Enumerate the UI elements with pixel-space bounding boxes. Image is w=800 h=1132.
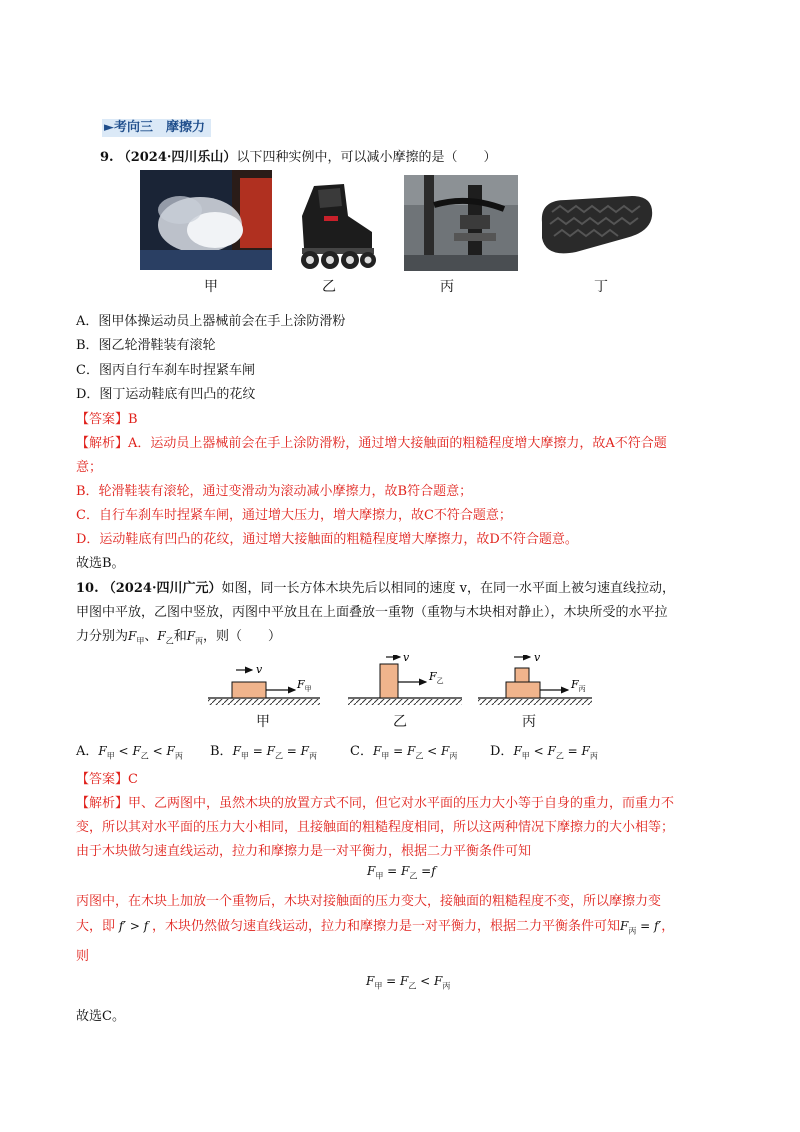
q9-option-a: A．图甲体操运动员上器械前会在手上涂防滑粉 [76, 314, 346, 329]
q9-source: （2024·四川乐山） [117, 150, 237, 165]
q9-analysis-line-2: 意； [76, 460, 103, 475]
section-tag [102, 119, 211, 137]
q9-stem-line [100, 146, 496, 165]
q9-option-b: B．图乙轮滑鞋装有滚轮 [76, 338, 216, 353]
q9-caption-bing: 丙 [440, 279, 454, 295]
photo-chalk-hands [140, 170, 272, 270]
q9-analysis-line-4: C．自行车刹车时捏紧车闸，通过增大压力，增大摩擦力，故C不符合题意； [76, 508, 512, 523]
diagram-bing [478, 655, 592, 705]
velocity-label-bing: v [534, 655, 541, 664]
q9-caption-ding: 丁 [594, 279, 608, 295]
q10-analysis-line-1: 【解析】甲、乙两图中，虽然木块的放置方式不同，但它对水平面的压力大小等于自身的重力，而重力不 [76, 796, 675, 811]
q9-analysis-line-1: 【解析】A．运动员上器械前会在手上涂防滑粉，通过增大接触面的粗糙程度增大摩擦力，故A不符合题 [76, 436, 667, 451]
diagram-yi [348, 655, 462, 705]
q10-formula-2: $F_甲 = F_乙 < F_丙$ [366, 974, 451, 991]
q9-option-d: D．图丁运动鞋底有凹凸的花纹 [76, 387, 256, 402]
q10-option-c: C．$F_甲 = F_乙 < F_丙$ [350, 744, 458, 761]
photo-inline-skate [284, 176, 380, 272]
q9-caption-jia: 甲 [204, 279, 218, 295]
q10-number: 10. [76, 581, 99, 596]
force-label-jia: $F_甲$ [297, 678, 312, 693]
q10-stem-line-1 [76, 577, 675, 596]
q10-stem-line-2: 甲图中平放，乙图中竖放，丙图中平放且在上面叠放一重物（重物与木块相对静止），木块所受的水平拉 [76, 605, 668, 620]
velocity-label-yi: v [403, 655, 410, 664]
q9-analysis-line-5: D．运动鞋底有凹凸的花纹，通过增大接触面的粗糙程度增大摩擦力，故D不符合题意。 [76, 532, 578, 547]
q10-source: （2024·四川广元） [102, 581, 222, 596]
q9-caption-yi: 乙 [322, 279, 336, 295]
q10-stem-line-3: 力分别为$F_甲$、$F_乙$和$F_丙$，则（ ） [76, 629, 282, 646]
velocity-label-jia: v [256, 663, 263, 676]
q10-option-b: B．$F_甲 = F_乙 = F_丙$ [210, 744, 317, 761]
q10-caption-yi: 乙 [393, 714, 407, 730]
q9-number: 9. [100, 150, 114, 165]
photo-shoe-sole [536, 192, 656, 262]
q10-analysis-line-3: 由于木块做匀速直线运动，拉力和摩擦力是一对平衡力，根据二力平衡条件可知 [76, 844, 532, 859]
diagram-jia [208, 663, 320, 705]
q10-analysis-line-2: 变，所以其对水平面的压力大小相同，且接触面的粗糙程度相同，所以这两种情况下摩擦力的大小相等； [76, 820, 675, 835]
q10-formula-1: $F_甲 = F_乙 =f$ [367, 864, 436, 881]
q10-conclusion: 故选C。 [76, 1009, 125, 1024]
q10-stem-1: 如图，同一长方体木块先后以相同的速度 v，在同一水平面上被匀速直线拉动， [221, 581, 675, 596]
section-label: 考向三 摩擦力 [114, 120, 206, 135]
q9-conclusion: 故选B。 [76, 556, 125, 571]
force-label-yi: $F_乙$ [429, 670, 444, 685]
q10-option-d: D．$F_甲 < F_乙 = F_丙$ [490, 744, 598, 761]
q9-analysis-line-3: B．轮滑鞋装有滚轮，通过变滑动为滚动减小摩擦力，故B符合题意； [76, 484, 473, 499]
q10-analysis-line-6: 则 [76, 949, 90, 964]
q10-caption-bing: 丙 [522, 714, 536, 730]
section-arrow: ► [104, 120, 114, 135]
photo-bicycle-brake [404, 175, 518, 271]
q10-analysis-line-4: 丙图中，在木块上加放一个重物后，木块对接触面的压力变大，接触面的粗糙程度不变，所以摩擦力变 [76, 894, 662, 909]
q10-answer: 【答案】C [76, 772, 138, 787]
q10-option-a: A．$F_甲 < F_乙 < F_丙$ [76, 744, 183, 761]
q9-option-c: C．图丙自行车刹车时捏紧车闸 [76, 363, 255, 378]
q9-answer: 【答案】B [76, 412, 138, 427]
q9-stem: 以下四种实例中，可以减小摩擦的是（ ） [236, 150, 497, 165]
force-label-bing: $F_丙$ [571, 678, 586, 693]
q10-analysis-line-5: 大，即 f′ > f ，木块仍然做匀速直线运动，拉力和摩擦力是一对平衡力，根据二力平衡条件可知$F_丙 = f'$， [76, 919, 675, 936]
q10-caption-jia: 甲 [256, 714, 270, 730]
